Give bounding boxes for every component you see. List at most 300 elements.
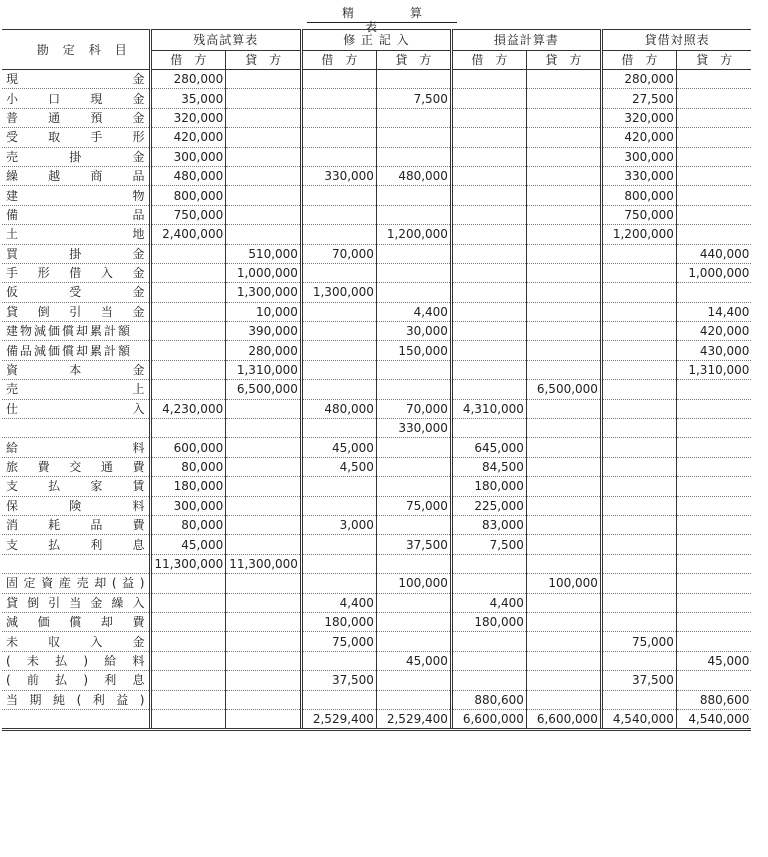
credit-amount-cell (226, 399, 302, 418)
credit-amount-cell (676, 477, 751, 496)
debit-amount-cell (301, 380, 376, 399)
credit-amount-cell: 4,540,000 (676, 709, 751, 729)
account-name-cell: 売上 (2, 380, 150, 399)
debit-amount-cell (601, 612, 676, 631)
debit-amount-cell (451, 632, 526, 651)
debit-amount-cell (601, 322, 676, 341)
account-name-cell: 現金 (2, 70, 150, 89)
credit-amount-cell (226, 457, 302, 476)
credit-header: 貸 方 (376, 51, 451, 70)
credit-amount-cell: 330,000 (376, 419, 451, 438)
account-name-cell: 当期純(利益) (2, 690, 150, 709)
credit-amount-cell (676, 166, 751, 185)
debit-amount-cell (451, 671, 526, 690)
debit-amount-cell: 300,000 (601, 147, 676, 166)
debit-amount-cell (601, 380, 676, 399)
table-row (2, 244, 751, 263)
credit-amount-cell (376, 186, 451, 205)
debit-amount-cell (301, 554, 376, 573)
debit-amount-cell: 4,230,000 (150, 399, 226, 418)
debit-amount-cell (451, 244, 526, 263)
credit-amount-cell (676, 89, 751, 108)
credit-amount-cell: 7,500 (376, 89, 451, 108)
account-name-cell: 受取手形 (2, 128, 150, 147)
account-name-cell: 仕入 (2, 399, 150, 418)
credit-amount-cell (376, 147, 451, 166)
credit-amount-cell (676, 205, 751, 224)
account-name-cell: (未払)給料 (2, 651, 150, 670)
debit-amount-cell: 1,300,000 (301, 283, 376, 302)
credit-amount-cell: 70,000 (376, 399, 451, 418)
debit-amount-cell: 180,000 (150, 477, 226, 496)
debit-amount-cell: 2,400,000 (150, 225, 226, 244)
debit-amount-cell (150, 632, 226, 651)
group-header-income-statement: 損益計算書 (451, 30, 601, 51)
table-row (2, 496, 751, 515)
debit-amount-cell: 750,000 (601, 205, 676, 224)
debit-amount-cell: 2,529,400 (301, 709, 376, 729)
debit-amount-cell: 600,000 (150, 438, 226, 457)
account-name-cell: 減価償却費 (2, 612, 150, 631)
credit-amount-cell: 880,600 (676, 690, 751, 709)
debit-amount-cell (301, 302, 376, 321)
table-row (2, 535, 751, 554)
debit-amount-cell: 4,400 (451, 593, 526, 612)
table-row (2, 302, 751, 321)
credit-amount-cell (526, 128, 601, 147)
debit-amount-cell (451, 147, 526, 166)
table-row (2, 70, 751, 89)
debit-amount-cell (150, 341, 226, 360)
table-row (2, 651, 751, 670)
credit-amount-cell: 30,000 (376, 322, 451, 341)
credit-amount-cell: 6,500,000 (226, 380, 302, 399)
debit-amount-cell (451, 302, 526, 321)
account-header: 勘 定 科 目 (2, 30, 150, 70)
debit-amount-cell (150, 302, 226, 321)
credit-amount-cell (676, 70, 751, 89)
debit-amount-cell: 280,000 (150, 70, 226, 89)
debit-amount-cell (301, 70, 376, 89)
table-row (2, 128, 751, 147)
credit-header: 貸 方 (526, 51, 601, 70)
credit-amount-cell (376, 515, 451, 534)
credit-amount-cell (226, 671, 302, 690)
account-name-cell: 消耗品費 (2, 515, 150, 534)
credit-amount-cell (376, 263, 451, 282)
credit-amount-cell (376, 593, 451, 612)
credit-amount-cell: 4,400 (376, 302, 451, 321)
credit-amount-cell (376, 690, 451, 709)
debit-amount-cell: 45,000 (150, 535, 226, 554)
debit-amount-cell (150, 574, 226, 593)
credit-amount-cell (676, 108, 751, 127)
credit-amount-cell (526, 322, 601, 341)
credit-amount-cell: 1,310,000 (226, 360, 302, 379)
debit-amount-cell (301, 535, 376, 554)
account-name-cell: 土地 (2, 225, 150, 244)
credit-amount-cell: 420,000 (676, 322, 751, 341)
table-row (2, 612, 751, 631)
credit-amount-cell: 390,000 (226, 322, 302, 341)
credit-amount-cell (376, 380, 451, 399)
debit-amount-cell (451, 70, 526, 89)
debit-amount-cell (150, 593, 226, 612)
credit-amount-cell (526, 632, 601, 651)
credit-amount-cell (526, 166, 601, 185)
credit-amount-cell (526, 360, 601, 379)
credit-amount-cell (226, 632, 302, 651)
debit-amount-cell (451, 651, 526, 670)
debit-amount-cell (150, 690, 226, 709)
credit-amount-cell (226, 438, 302, 457)
credit-amount-cell: 480,000 (376, 166, 451, 185)
credit-amount-cell (526, 457, 601, 476)
credit-amount-cell: 280,000 (226, 341, 302, 360)
table-row (2, 515, 751, 534)
credit-amount-cell: 45,000 (676, 651, 751, 670)
debit-amount-cell: 45,000 (301, 438, 376, 457)
debit-amount-cell (601, 438, 676, 457)
credit-amount-cell (226, 186, 302, 205)
credit-amount-cell (376, 477, 451, 496)
credit-amount-cell (526, 419, 601, 438)
debit-amount-cell (601, 651, 676, 670)
credit-amount-cell (376, 283, 451, 302)
credit-amount-cell (526, 341, 601, 360)
credit-amount-cell (526, 70, 601, 89)
debit-amount-cell (601, 360, 676, 379)
debit-amount-cell (451, 89, 526, 108)
debit-amount-cell: 645,000 (451, 438, 526, 457)
credit-header: 貸 方 (226, 51, 302, 70)
worksheet-table (2, 29, 751, 731)
credit-amount-cell (526, 535, 601, 554)
table-row (2, 671, 751, 690)
account-name-cell (2, 709, 150, 729)
debit-amount-cell: 37,500 (601, 671, 676, 690)
credit-amount-cell (676, 225, 751, 244)
debit-amount-cell (451, 128, 526, 147)
credit-amount-cell (226, 419, 302, 438)
credit-amount-cell (526, 612, 601, 631)
worksheet-body (2, 70, 751, 730)
credit-amount-cell (676, 671, 751, 690)
debit-amount-cell: 180,000 (301, 612, 376, 631)
debit-amount-cell: 27,500 (601, 89, 676, 108)
debit-amount-cell (301, 690, 376, 709)
debit-amount-cell (301, 263, 376, 282)
debit-amount-cell (451, 322, 526, 341)
credit-amount-cell: 1,200,000 (376, 225, 451, 244)
debit-amount-cell (150, 671, 226, 690)
debit-amount-cell (601, 477, 676, 496)
debit-amount-cell (601, 399, 676, 418)
credit-amount-cell (526, 671, 601, 690)
debit-amount-cell (150, 612, 226, 631)
credit-amount-cell (226, 70, 302, 89)
credit-amount-cell (676, 283, 751, 302)
account-name-cell: 建物減価償却累計額 (2, 322, 150, 341)
debit-amount-cell (451, 341, 526, 360)
debit-amount-cell (601, 302, 676, 321)
credit-amount-cell (676, 515, 751, 534)
debit-amount-cell (150, 709, 226, 729)
debit-amount-cell (451, 283, 526, 302)
debit-amount-cell (601, 515, 676, 534)
credit-amount-cell (526, 593, 601, 612)
credit-amount-cell (526, 477, 601, 496)
debit-header: 借 方 (451, 51, 526, 70)
account-name-cell: 固定資産売却(益) (2, 574, 150, 593)
credit-amount-cell (676, 496, 751, 515)
credit-amount-cell (526, 651, 601, 670)
table-row (2, 593, 751, 612)
worksheet-title: 精 算 表 (307, 6, 457, 23)
table-row (2, 360, 751, 379)
credit-amount-cell (676, 380, 751, 399)
credit-amount-cell (676, 438, 751, 457)
debit-amount-cell: 35,000 (150, 89, 226, 108)
debit-amount-cell: 80,000 (150, 457, 226, 476)
credit-amount-cell (226, 593, 302, 612)
account-name-cell: 建物 (2, 186, 150, 205)
debit-amount-cell (301, 322, 376, 341)
credit-amount-cell (676, 554, 751, 573)
credit-amount-cell (526, 690, 601, 709)
account-name-cell: 買掛金 (2, 244, 150, 263)
debit-amount-cell (301, 205, 376, 224)
debit-amount-cell (301, 341, 376, 360)
debit-amount-cell (150, 380, 226, 399)
account-name-cell: 旅費交通費 (2, 457, 150, 476)
debit-amount-cell (301, 477, 376, 496)
account-name-cell: 手形借入金 (2, 263, 150, 282)
debit-amount-cell: 75,000 (601, 632, 676, 651)
table-row (2, 457, 751, 476)
account-name-cell (2, 419, 150, 438)
debit-amount-cell: 180,000 (451, 477, 526, 496)
credit-amount-cell: 1,000,000 (676, 263, 751, 282)
credit-amount-cell (676, 147, 751, 166)
credit-amount-cell (526, 186, 601, 205)
table-row (2, 322, 751, 341)
debit-amount-cell (601, 244, 676, 263)
group-header-trial-balance: 残高試算表 (150, 30, 301, 51)
debit-amount-cell (301, 186, 376, 205)
debit-amount-cell (451, 554, 526, 573)
credit-amount-cell (526, 399, 601, 418)
debit-amount-cell (451, 360, 526, 379)
table-row (2, 205, 751, 224)
debit-amount-cell: 420,000 (150, 128, 226, 147)
credit-amount-cell (526, 263, 601, 282)
debit-amount-cell (301, 108, 376, 127)
debit-amount-cell (301, 147, 376, 166)
debit-amount-cell (301, 419, 376, 438)
debit-amount-cell (451, 574, 526, 593)
credit-amount-cell (676, 457, 751, 476)
debit-amount-cell: 300,000 (150, 147, 226, 166)
debit-amount-cell: 750,000 (150, 205, 226, 224)
credit-amount-cell (376, 108, 451, 127)
account-name-cell: 小口現金 (2, 89, 150, 108)
account-name-cell: 仮受金 (2, 283, 150, 302)
debit-amount-cell (451, 205, 526, 224)
debit-amount-cell: 1,200,000 (601, 225, 676, 244)
credit-amount-cell: 45,000 (376, 651, 451, 670)
credit-amount-cell (226, 205, 302, 224)
credit-amount-cell: 100,000 (526, 574, 601, 593)
debit-amount-cell (150, 360, 226, 379)
debit-amount-cell (601, 263, 676, 282)
credit-amount-cell (226, 651, 302, 670)
debit-amount-cell: 37,500 (301, 671, 376, 690)
credit-amount-cell (226, 225, 302, 244)
debit-amount-cell (301, 89, 376, 108)
credit-amount-cell (526, 496, 601, 515)
account-name-cell: 普通預金 (2, 108, 150, 127)
credit-amount-cell: 100,000 (376, 574, 451, 593)
debit-amount-cell: 300,000 (150, 496, 226, 515)
credit-amount-cell (226, 709, 302, 729)
debit-amount-cell (451, 186, 526, 205)
debit-amount-cell (301, 360, 376, 379)
credit-amount-cell: 510,000 (226, 244, 302, 263)
debit-amount-cell (451, 380, 526, 399)
debit-amount-cell: 11,300,000 (150, 554, 226, 573)
table-row (2, 89, 751, 108)
debit-amount-cell (601, 419, 676, 438)
debit-amount-cell (601, 554, 676, 573)
debit-amount-cell: 75,000 (301, 632, 376, 651)
debit-amount-cell (601, 496, 676, 515)
debit-amount-cell (601, 690, 676, 709)
credit-amount-cell: 11,300,000 (226, 554, 302, 573)
credit-amount-cell: 75,000 (376, 496, 451, 515)
credit-amount-cell (376, 632, 451, 651)
debit-amount-cell (601, 535, 676, 554)
credit-amount-cell: 10,000 (226, 302, 302, 321)
account-name-cell: 支払家賃 (2, 477, 150, 496)
credit-amount-cell: 1,300,000 (226, 283, 302, 302)
debit-amount-cell: 83,000 (451, 515, 526, 534)
credit-amount-cell (526, 283, 601, 302)
credit-amount-cell: 150,000 (376, 341, 451, 360)
debit-amount-cell (150, 419, 226, 438)
credit-header: 貸 方 (676, 51, 751, 70)
debit-amount-cell (451, 108, 526, 127)
debit-amount-cell: 4,540,000 (601, 709, 676, 729)
credit-amount-cell (226, 108, 302, 127)
credit-amount-cell (226, 496, 302, 515)
credit-amount-cell (226, 612, 302, 631)
credit-amount-cell (676, 186, 751, 205)
group-header-adjustments: 修 正 記 入 (301, 30, 451, 51)
credit-amount-cell: 14,400 (676, 302, 751, 321)
debit-amount-cell: 4,400 (301, 593, 376, 612)
credit-amount-cell (526, 438, 601, 457)
debit-amount-cell: 225,000 (451, 496, 526, 515)
credit-amount-cell (376, 612, 451, 631)
table-row (2, 477, 751, 496)
debit-amount-cell: 800,000 (601, 186, 676, 205)
debit-amount-cell: 880,600 (451, 690, 526, 709)
credit-amount-cell (526, 205, 601, 224)
credit-amount-cell (376, 438, 451, 457)
debit-amount-cell (150, 263, 226, 282)
credit-amount-cell (526, 108, 601, 127)
account-name-cell: (前払)利息 (2, 671, 150, 690)
credit-amount-cell (226, 477, 302, 496)
credit-amount-cell: 2,529,400 (376, 709, 451, 729)
debit-amount-cell: 7,500 (451, 535, 526, 554)
credit-amount-cell: 440,000 (676, 244, 751, 263)
credit-amount-cell (676, 535, 751, 554)
debit-amount-cell: 480,000 (150, 166, 226, 185)
debit-amount-cell (601, 341, 676, 360)
credit-amount-cell (676, 419, 751, 438)
credit-amount-cell (526, 225, 601, 244)
credit-amount-cell (226, 128, 302, 147)
credit-amount-cell (226, 535, 302, 554)
debit-amount-cell (601, 574, 676, 593)
debit-amount-cell (451, 419, 526, 438)
credit-amount-cell (226, 147, 302, 166)
debit-amount-cell: 320,000 (150, 108, 226, 127)
credit-amount-cell (526, 244, 601, 263)
credit-amount-cell: 1,310,000 (676, 360, 751, 379)
credit-amount-cell (676, 593, 751, 612)
credit-amount-cell (226, 166, 302, 185)
credit-amount-cell (376, 457, 451, 476)
account-name-cell: 給料 (2, 438, 150, 457)
account-name-cell: 支払利息 (2, 535, 150, 554)
credit-amount-cell (526, 554, 601, 573)
credit-amount-cell (376, 70, 451, 89)
table-row (2, 166, 751, 185)
account-name-cell: 備品減価償却累計額 (2, 341, 150, 360)
account-name-cell: 貸倒引当金繰入 (2, 593, 150, 612)
group-header-balance-sheet: 貸借対照表 (601, 30, 751, 51)
debit-amount-cell: 420,000 (601, 128, 676, 147)
credit-amount-cell (676, 574, 751, 593)
credit-amount-cell: 1,000,000 (226, 263, 302, 282)
debit-amount-cell: 70,000 (301, 244, 376, 263)
debit-amount-cell (150, 244, 226, 263)
debit-header: 借 方 (301, 51, 376, 70)
debit-amount-cell: 480,000 (301, 399, 376, 418)
table-row (2, 108, 751, 127)
credit-amount-cell (376, 205, 451, 224)
debit-amount-cell (451, 263, 526, 282)
debit-amount-cell: 330,000 (301, 166, 376, 185)
credit-amount-cell (676, 632, 751, 651)
table-row (2, 263, 751, 282)
debit-amount-cell: 84,500 (451, 457, 526, 476)
debit-amount-cell (150, 322, 226, 341)
table-row (2, 341, 751, 360)
debit-amount-cell: 4,310,000 (451, 399, 526, 418)
table-row (2, 632, 751, 651)
credit-amount-cell (376, 244, 451, 263)
credit-amount-cell: 37,500 (376, 535, 451, 554)
debit-amount-cell: 800,000 (150, 186, 226, 205)
table-row (2, 419, 751, 438)
debit-amount-cell (451, 166, 526, 185)
table-row (2, 225, 751, 244)
debit-amount-cell: 3,000 (301, 515, 376, 534)
